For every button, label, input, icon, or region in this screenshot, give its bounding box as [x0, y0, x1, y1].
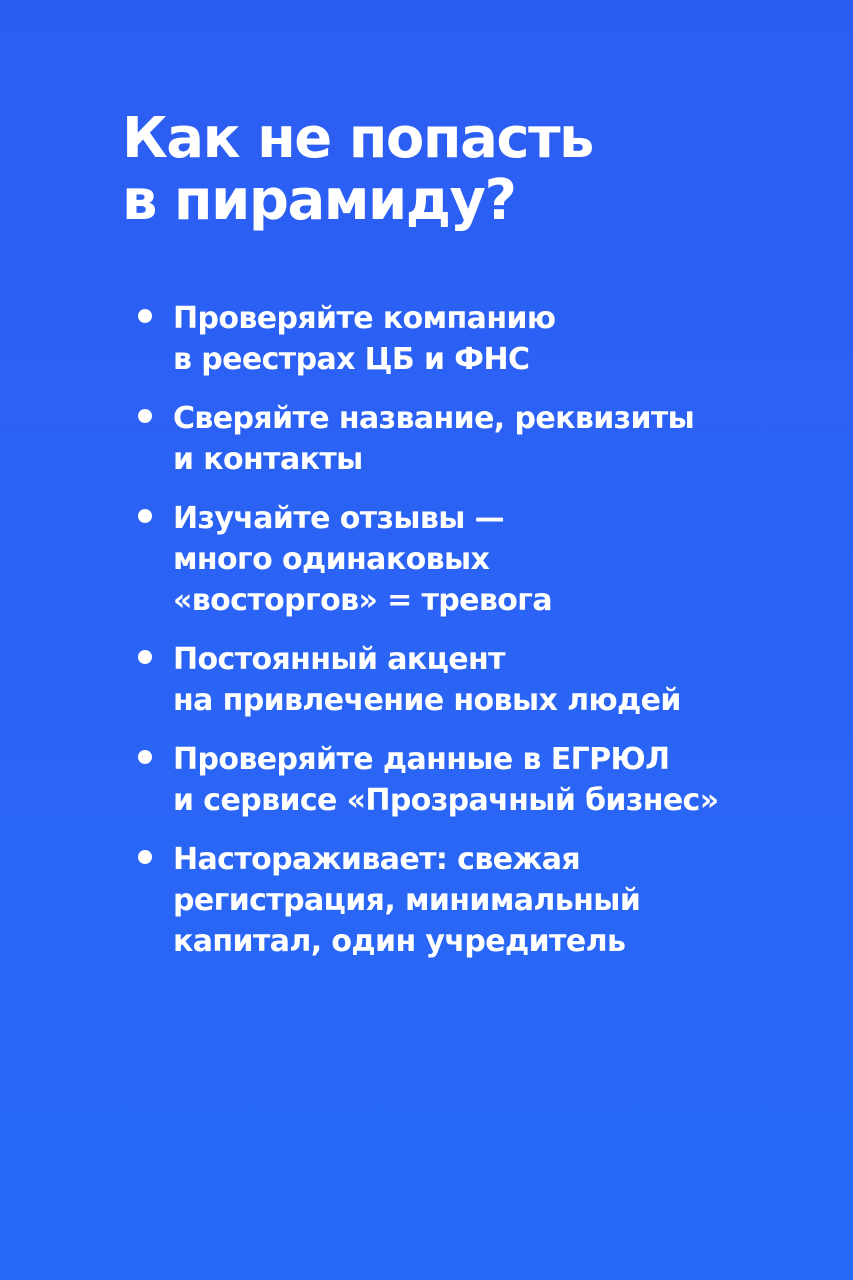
- tip-line: много одинаковых: [173, 542, 490, 577]
- list-item: [138, 498, 828, 621]
- tip-line: на привлечение новых людей: [173, 683, 681, 718]
- tips-list: [138, 298, 828, 980]
- tip-line: Настораживает: свежая: [173, 842, 581, 877]
- bullet-icon: [138, 750, 152, 764]
- page-title: [122, 108, 762, 232]
- tip-line: капитал, один учредитель: [173, 924, 626, 959]
- list-item: [138, 639, 828, 721]
- bullet-icon: [138, 409, 152, 423]
- tip-line: в реестрах ЦБ и ФНС: [173, 342, 530, 377]
- tip-line: и сервисе «Прозрачный бизнес»: [173, 783, 719, 818]
- bullet-icon: [138, 509, 152, 523]
- tip-line: Проверяйте данные в ЕГРЮЛ: [173, 742, 670, 777]
- title-line: Как не попасть: [122, 106, 593, 171]
- bullet-icon: [138, 850, 152, 864]
- list-item: [138, 739, 828, 821]
- bullet-icon: [138, 309, 152, 323]
- title-line: в пирамиду?: [122, 168, 516, 233]
- list-item: [138, 398, 828, 480]
- tip-line: регистрация, минимальный: [173, 883, 641, 918]
- tip-line: Изучайте отзывы —: [173, 501, 505, 536]
- tip-line: Проверяйте компанию: [173, 301, 556, 336]
- list-item: [138, 298, 828, 380]
- tip-line: и контакты: [173, 442, 363, 477]
- bullet-icon: [138, 650, 152, 664]
- list-item: [138, 839, 828, 962]
- tip-line: Сверяйте название, реквизиты: [173, 401, 695, 436]
- tip-line: «восторгов» = тревога: [173, 583, 553, 618]
- tip-line: Постоянный акцент: [173, 642, 505, 677]
